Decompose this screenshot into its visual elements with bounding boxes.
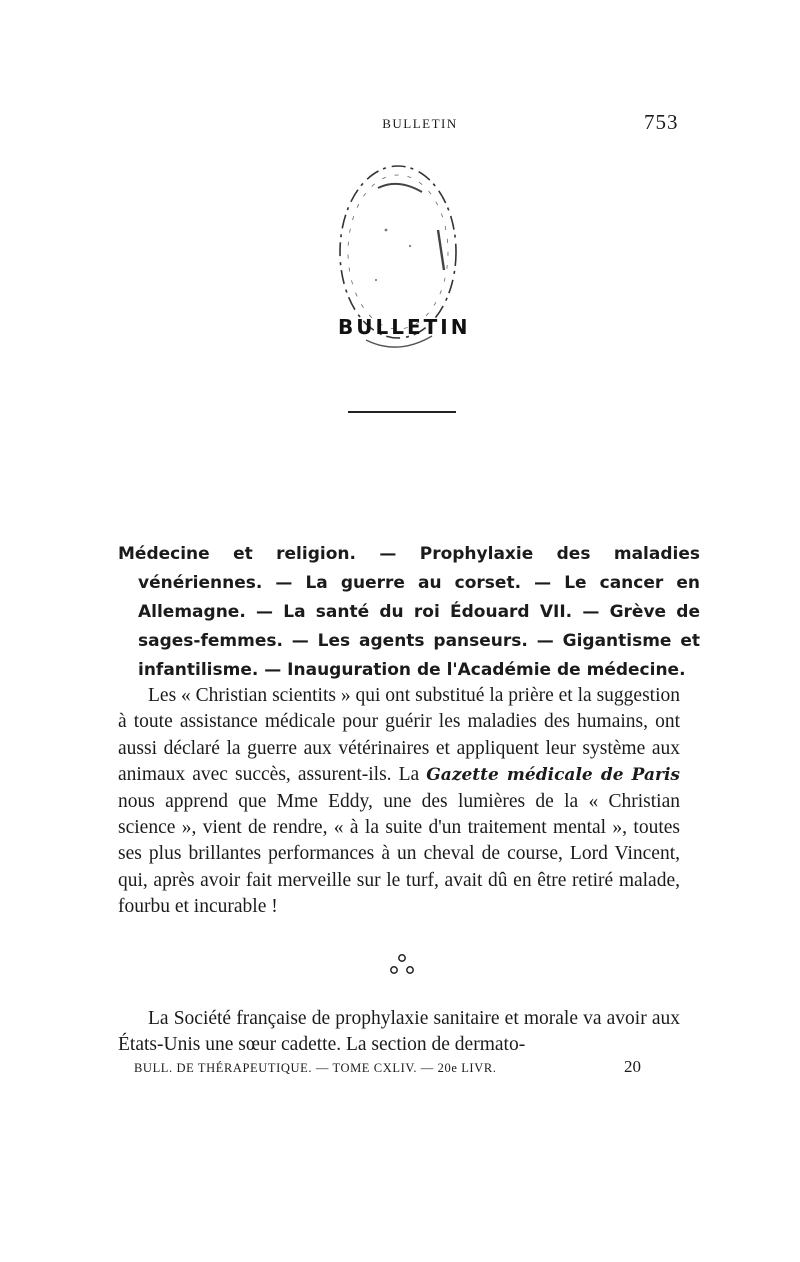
section-summary: Médecine et religion. — Prophylaxie des maladies vénériennes. — La guerre au corset. — Le cancer en Allemagne. — La santé du roi Édouard VII. — Grève de sages-femmes. — Les agents panseurs. — Gigantisme et infantilisme. — Inauguration de l'Académie de médecine.: [118, 544, 700, 680]
section-divider: [348, 411, 456, 413]
paragraph-1-end: nous apprend que Mme Eddy, une des lumières de la « Christian science », vient de rendre, « à la suite d'un traitement mental », toutes ses plus brillantes performances à un cheval de course, Lord Vincent, qui, après avoir fait merveille sur le turf, avait dû en être retiré malade, fourbu et incurable !: [118, 790, 680, 918]
library-stamp: [326, 160, 476, 360]
paragraph-2: La Société française de prophylaxie sanitaire et morale va avoir aux États-Unis une sœur cadette. La section de dermato-: [118, 1008, 680, 1056]
running-title: BULLETIN: [382, 116, 458, 131]
signature-mark: 20: [624, 1057, 641, 1076]
stamp-word: BULLETIN: [338, 315, 471, 339]
paragraph-christian-science: [118, 683, 680, 921]
asterism-ornament: [372, 950, 432, 980]
journal-title: Gazette médicale de Paris: [426, 765, 680, 786]
page-number: 753: [644, 110, 679, 134]
footer-line: BULL. DE THÉRAPEUTIQUE. — TOME CXLIV. — 20e LIVR.: [134, 1061, 497, 1075]
paragraph-1-start: Les « Christian scientits » qui ont substitué la prière et la suggestion à toute assistance médicale pour guérir les maladies des humains, ont aussi déclaré la guerre aux vétérinaires et appliquent leur système aux animaux avec succès, assurent-ils. La: [118, 685, 680, 786]
paragraph-prophylaxie: [118, 1006, 680, 1059]
